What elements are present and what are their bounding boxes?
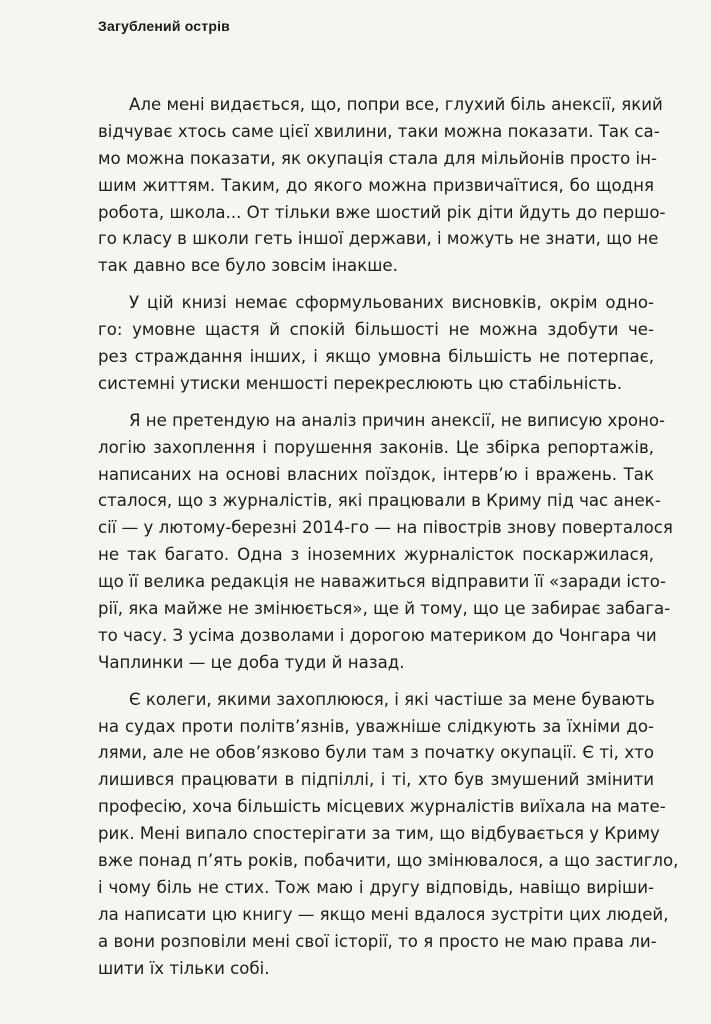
paragraph-2 xyxy=(98,290,654,398)
text-line: що її велика редакція не наважиться відправити її «заради істо- xyxy=(98,572,666,592)
text-line: Але мені видається, що, попри все, глухий біль анексії, який xyxy=(129,95,663,114)
text-line: го: умовне щастя й спокій більшості не можна здобути че- xyxy=(98,320,654,340)
text-line: У цій книзі немає сформульованих висновків, окрім одно- xyxy=(129,293,654,313)
text-line: і чому біль не стих. Тож маю і другу відповідь, навіщо виріши- xyxy=(98,877,654,897)
text-line: Є колеги, якими захоплююся, і які частіше за мене бувають xyxy=(129,689,655,709)
text-line: ла написати цю книгу — якщо мені вдалося зустріти цих людей, xyxy=(98,904,669,924)
text-line: системні утиски меншості перекреслюють цю стабільність. xyxy=(98,373,623,393)
body-text xyxy=(98,92,679,983)
text-line: написаних на основі власних поїздок, інтерв’ю і вражень. Так xyxy=(98,464,654,484)
text-line: рії, яка майже не змінюється», ще й тому, що це забирає забага- xyxy=(98,599,671,619)
text-line: шити їх тільки собі. xyxy=(98,958,270,978)
paragraph-3 xyxy=(98,408,673,677)
paragraph-gap xyxy=(98,280,654,290)
text-line: на судах проти політв’язнів, уважніше слідкують за їхніми до- xyxy=(98,716,654,736)
paragraph-gap xyxy=(98,677,654,687)
text-line: вже понад п’ять років, побачити, що змінювалося, а що застигло, xyxy=(98,851,679,871)
text-line: го класу в школи геть іншої держави, і можуть не знати, що не xyxy=(98,229,659,249)
text-line: відчуває хтось саме цієї хвилини, таки можна показати. Так са- xyxy=(98,121,660,141)
text-line: рез страждання інших, і якщо умовна більшість не потерпає, xyxy=(98,347,654,367)
text-line: так давно все було зовсім інакше. xyxy=(98,256,398,276)
text-line: сії — у лютому-березні 2014-го — на півострів знову поверталося xyxy=(98,518,673,538)
text-line: Чаплинки — це доба туди й назад. xyxy=(98,652,405,672)
paragraph-gap xyxy=(98,398,654,408)
text-line: не так багато. Одна з іноземних журналісток поскаржилася, xyxy=(98,545,654,565)
text-line: лишився працювати в підпіллі, і ті, хто був змушений змінити xyxy=(98,770,654,790)
paragraph-1 xyxy=(98,92,666,280)
text-line: рик. Мені випало спостерігати за тим, що відбувається у Криму xyxy=(98,824,660,844)
text-line: робота, школа... От тільки вже шостий рік діти йдуть до першо- xyxy=(98,202,666,222)
text-line: логію захоплення і порушення законів. Це збірка репортажів, xyxy=(98,437,654,457)
paragraph-4 xyxy=(98,687,679,983)
text-line: мо можна показати, як окупація стала для мільйонів просто ін- xyxy=(98,148,658,168)
text-line: професію, хоча більшість місцевих журналістів виїхала на мате- xyxy=(98,797,666,817)
text-line: а вони розповіли мені свої історії, то я просто не маю права ли- xyxy=(98,931,657,951)
text-line: сталося, що з журналістів, які працювали в Криму під час анек- xyxy=(98,491,661,511)
running-header: Загублений острів xyxy=(98,18,230,34)
text-line: шим життям. Таким, до якого можна призвичаїтися, бо щодня xyxy=(98,175,654,195)
text-line: то часу. З усіма дозволами і дорогою материком до Чонгара чи xyxy=(98,625,657,645)
text-line: Я не претендую на аналіз причин анексії, не виписую хроно- xyxy=(129,410,666,430)
text-line: лями, але не обов’язково були там з початку окупації. Є ті, хто xyxy=(98,743,654,763)
